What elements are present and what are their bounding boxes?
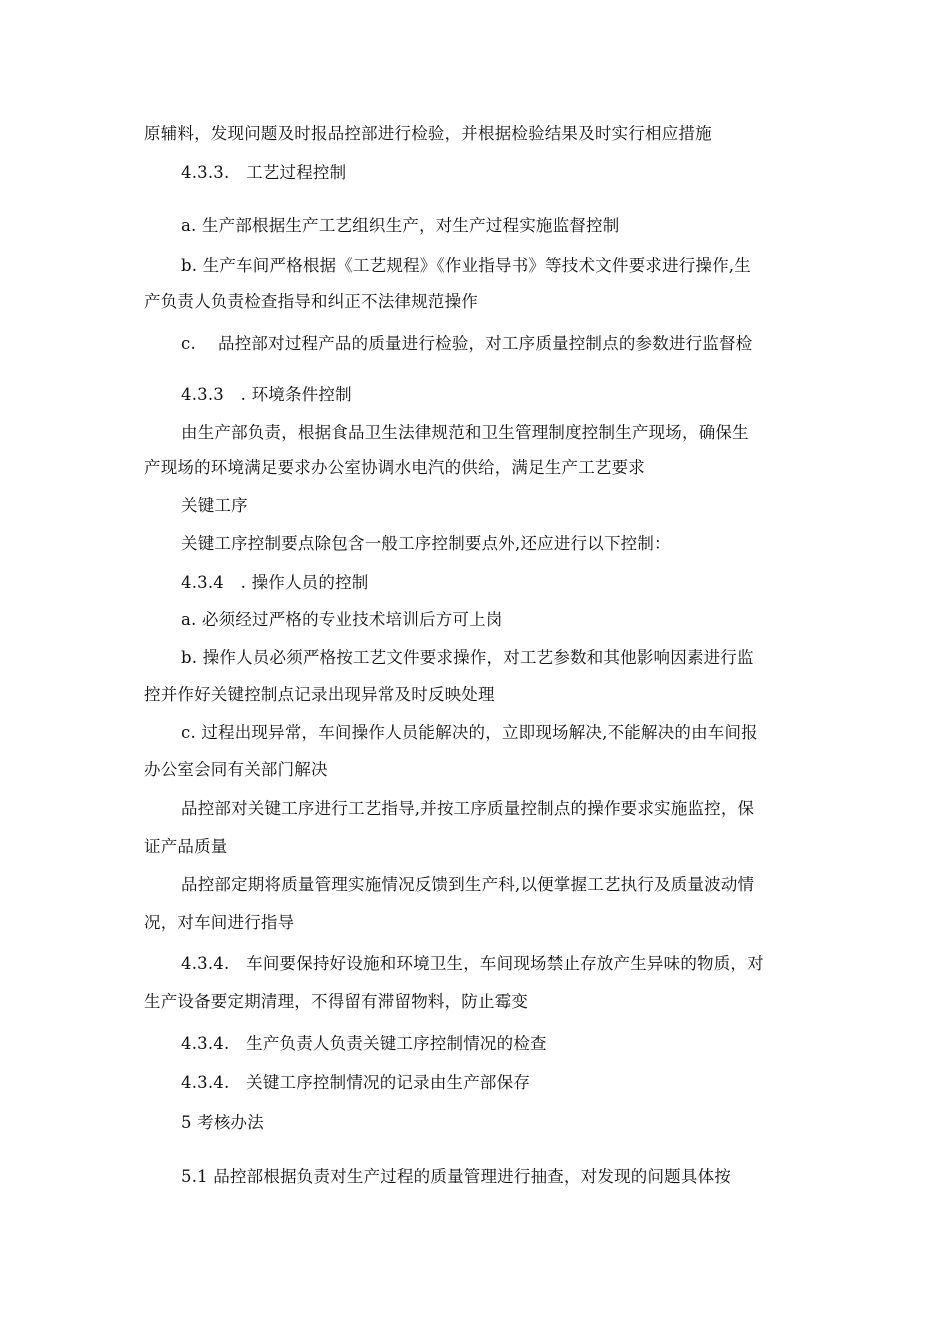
- text-line-continuation: 原辅料，发现问题及时报品控部进行检验，并根据检验结果及时实行相应措施: [144, 124, 712, 143]
- text-paragraph-line: 生产设备要定期清理，不得留有滞留物料，防止霉变: [144, 992, 529, 1011]
- text-line-item-c-cont: 办公室会同有关部门解决: [144, 760, 328, 779]
- section-heading-key-process: 关键工序: [181, 496, 248, 515]
- text-line-item-b-cont: 控并作好关键控制点记录出现异常及时反映处理: [144, 685, 495, 704]
- text-line-item-a: a. 必须经过严格的专业技术培训后方可上岗: [181, 610, 503, 629]
- text-paragraph-line: 5.1 品控部根据负责对生产过程的质量管理进行抽查，对发现的问题具体按: [181, 1167, 731, 1186]
- section-heading-environment: 4.3.3 . 环境条件控制: [181, 385, 352, 404]
- section-heading-operators: 4.3.4 . 操作人员的控制: [181, 573, 369, 592]
- text-paragraph-line: 品控部对关键工序进行工艺指导,并按工序质量控制点的操作要求实施监控，保: [181, 799, 755, 818]
- text-paragraph-line: 4.3.4. 车间要保持好设施和环境卫生，车间现场禁止存放产生异味的物质，对: [181, 954, 764, 973]
- text-paragraph-line: 况，对车间进行指导: [144, 913, 295, 932]
- text-paragraph-line: 品控部定期将质量管理实施情况反馈到生产科,以便掌握工艺执行及质量波动情: [181, 875, 755, 894]
- text-paragraph-line: 4.3.4. 生产负责人负责关键工序控制情况的检查: [181, 1034, 547, 1053]
- text-line-item-c: c. 品控部对过程产品的质量进行检验，对工序质量控制点的参数进行监督检: [181, 334, 753, 353]
- text-paragraph-line: 由生产部负责，根据食品卫生法律规范和卫生管理制度控制生产现场，确保生: [181, 423, 749, 442]
- text-line-item-b-cont: 产负责人负责检查指导和纠正不法律规范操作: [144, 292, 478, 311]
- section-heading-4-3-3: 4.3.3. 工艺过程控制: [181, 163, 347, 182]
- section-heading-assessment: 5 考核办法: [181, 1113, 264, 1132]
- text-line-item-b: b. 操作人员必须严格按工艺文件要求操作，对工艺参数和其他影响因素进行监: [181, 648, 754, 667]
- text-paragraph-line: 关键工序控制要点除包含一般工序控制要点外,还应进行以下控制：: [181, 534, 671, 553]
- text-line-item-b: b. 生产车间严格根据《工艺规程》《作业指导书》等技术文件要求进行操作,生: [181, 256, 751, 275]
- text-paragraph-line: 4.3.4. 关键工序控制情况的记录由生产部保存: [181, 1073, 531, 1092]
- text-paragraph-line: 产现场的环境满足要求办公室协调水电汽的供给，满足生产工艺要求: [144, 458, 645, 477]
- text-line-item-c: c. 过程出现异常，车间操作人员能解决的，立即现场解决,不能解决的由车间报: [181, 723, 758, 742]
- text-paragraph-line: 证产品质量: [144, 837, 228, 856]
- text-line-item-a: a. 生产部根据生产工艺组织生产，对生产过程实施监督控制: [181, 216, 620, 235]
